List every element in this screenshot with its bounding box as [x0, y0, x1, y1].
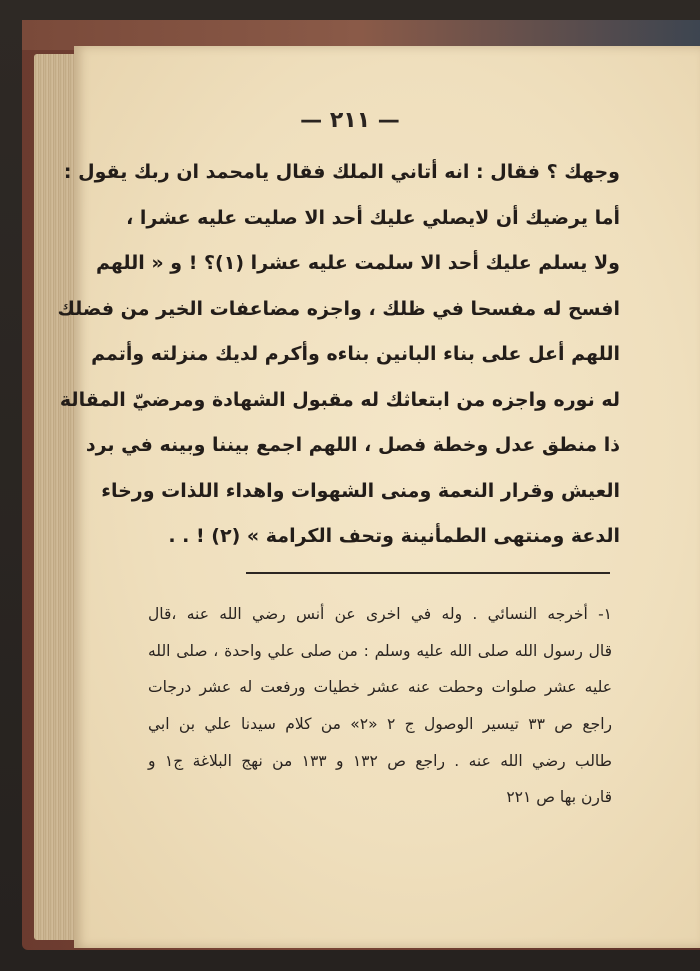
footnote-line: طالب رضي الله عنه . راجع ص ١٣٢ و ١٣٣ من نهج البلاغة ج١ و: [148, 751, 612, 770]
footnote-line: عليه عشر صلوات وحطت عنه عشر خطيات ورفعت له عشر درجات: [148, 678, 612, 697]
footnotes-block: [148, 596, 612, 816]
main-text-line: أما يرضيك أن لايصلي عليك أحد الا صليت عليه عشرا ،: [126, 206, 620, 229]
main-text-line: وجهك ؟ فقال : انه أتاني الملك فقال يامحمد ان ربك يقول :: [63, 161, 620, 183]
main-text-line: العيش وقرار النعمة ومنى الشهوات واهداء اللذات ورخاء: [101, 479, 620, 502]
footnote-line: راجع ص ٣٣ تيسير الوصول ج ٢ «٢» من كلام سيدنا علي بن ابي: [148, 715, 612, 734]
main-text-line: ولا يسلم عليك أحد الا سلمت عليه عشرا (١)؟ ! و « اللهم: [95, 252, 620, 274]
footnote-divider: [246, 572, 610, 574]
main-text-line: ذا منطق عدل وخطة فصل ، اللهم اجمع بيننا وبينه في برد: [85, 434, 620, 456]
footnote-line: قارن بها ص ٢٢١: [506, 788, 612, 807]
page-number: — ٢١١ —: [300, 108, 400, 133]
main-text-line: افسح له مفسحا في ظلك ، واجزه مضاعفات الخير من فضلك: [57, 297, 620, 320]
main-text-block: [57, 150, 620, 560]
footnote-line: قال رسول الله صلى الله عليه وسلم : من صلى علي واحدة ، صلى الله: [148, 641, 612, 660]
main-text-line: له نوره واجزه من ابتعاثك له مقبول الشهادة ومرضيّ المقالة: [59, 388, 620, 411]
main-text-line: اللهم أعل على بناء البانين بناءه وأكرم لديك منزلته وأتمم: [91, 343, 620, 365]
footnote-line: ١- أخرجه النسائي . وله في اخرى عن أنس رضي الله عنه ،قال: [148, 605, 612, 623]
main-text-line: الدعة ومنتهى الطمأنينة وتحف الكرامة » (٢) ! . .: [168, 525, 620, 547]
